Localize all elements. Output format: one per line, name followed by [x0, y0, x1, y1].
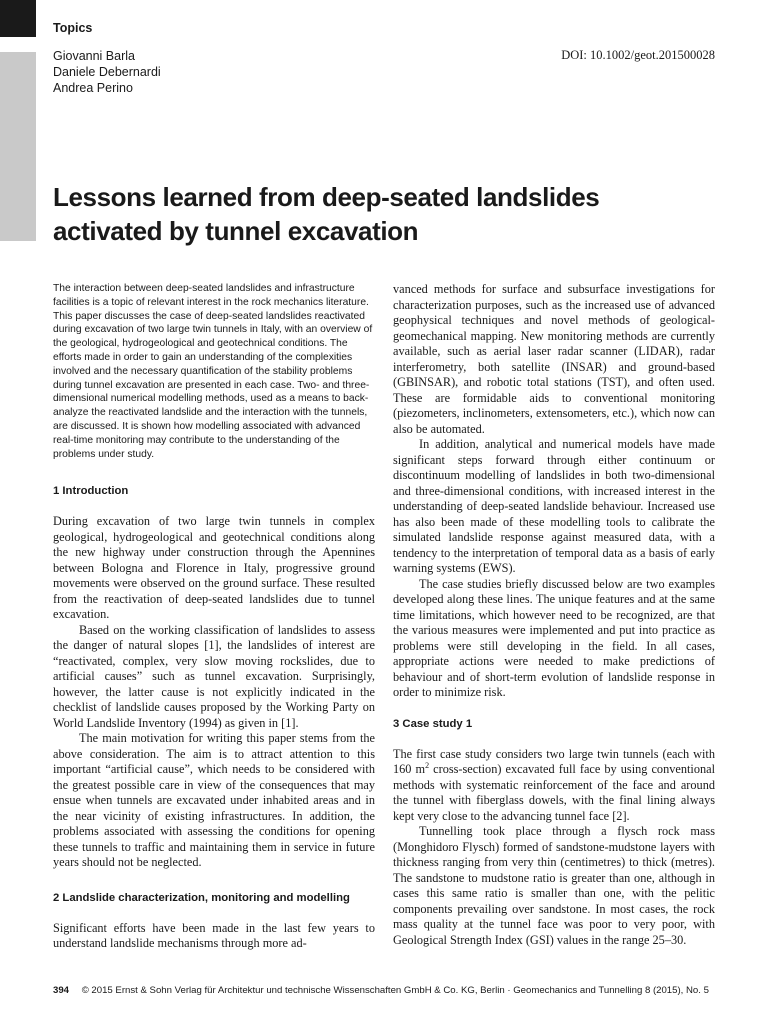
- article-title: Lessons learned from deep-seated landslides activated by tunnel excavation: [53, 182, 600, 246]
- copyright-text: © 2015 Ernst & Sohn Verlag für Architektur und technische Wissenschaften GmbH & Co. KG, Berlin · Geomechanics and Tunnelling 8 (2015), No. 5: [81, 985, 709, 996]
- paragraph: Based on the working classification of landslides to assess the danger of natural slopes [1], the landslides of interest are “reactivated, complex, very slow moving rockslides, due to artificial causes” such as tunnel excavation. Surprisingly, however, the latter cause is not explicitly indicated in the checklist of landslide causes proposed by the Working Party on World Landslide Inventory (1994) as given in [1].: [53, 622, 375, 730]
- section-heading-case-study-1: 3 Case study 1: [393, 717, 473, 730]
- page-footer: [53, 985, 733, 996]
- paragraph: The main motivation for writing this paper stems from the above consideration. The aim is to attract attention to this important “artificial cause”, which needs to be considered with the greatest possible care in view of the consequences that may ensue when tunnels are excavated under inhabited areas and in the near vicinity of existing infrastructures. In addition, the problems associated with assessing the conditions for opening these tunnels to traffic and maintaining them in service in future years should not be neglected.: [53, 731, 375, 870]
- page-number: 394: [53, 985, 70, 996]
- paragraph: [393, 747, 715, 825]
- paragraph: In addition, analytical and numerical models have made significant steps forward through either continuum or discontinuum modelling of landslides in both two-dimensional and three-dimensional conditions, with increased interest in the understanding of deep-seated landslide behaviour. Increased use has also been made of these modelling tools to calibrate the simulated landslide response against measured data, with a tendency to the interpretation of temporal data as a basis of early warning systems (EWS).: [393, 437, 715, 575]
- text-span: cross-section) excavated full face by using conventional methods with systematic reinforcement of the face and around the tunnel with fiberglass dowels, with the final lining always kept very close to the advancing tunnel face [2].: [393, 762, 715, 823]
- paragraph: Tunnelling took place through a flysch rock mass (Monghidoro Flysch) formed of sandstone-mudstone layers with thickness ranging from very thin (centimetres) to thick (metres). The sandstone to mudstone ratio is greater than one, although in cases this same ratio is smaller than one, with the pelitic components prevailing over sandstone. In most cases, the rock mass quality at the tunnel face was poor to very poor, with Geological Strength Index (GSI) values in the range 25–30.: [393, 824, 715, 947]
- corner-marker: [0, 0, 36, 37]
- author-name: Daniele Debernardi: [53, 65, 161, 79]
- paragraph: Significant efforts have been made in the last few years to understand landslide mechanisms through more ad-: [53, 920, 375, 951]
- paragraph: During excavation of two large twin tunnels in complex geological, hydrogeological and geotechnical conditions along the new highway under construction through the Apennines between Bologna and Florence in Italy, progressive ground movements were observed on the ground surface. These resulted from the reactivation of deep-seated landslides due to tunnel excavation.: [53, 514, 375, 622]
- section-heading-landslide-characterization: 2 Landslide characterization, monitoring and modelling: [53, 891, 350, 904]
- section-tag: Topics: [53, 21, 93, 35]
- author-name: Giovanni Barla: [53, 49, 135, 63]
- section-heading-introduction: 1 Introduction: [53, 485, 129, 498]
- paragraph: The case studies briefly discussed below are two examples developed along these lines. The unique features and at the same time limitations, which however need to be recognized, are that the various measures were implemented and put into practice as problems were still developing in the field. In all cases, appropriate actions were needed to make predictions of behaviour and of short-term evolution of landslide response in order to minimize risk.: [393, 576, 715, 699]
- author-list: [53, 48, 161, 96]
- side-accent-bar: [0, 52, 36, 241]
- right-column: [393, 282, 715, 948]
- abstract: The interaction between deep-seated landslides and infrastructure facilities is a topic of relevant interest in the rock mechanics literature. This paper discusses the case of deep-seated landslides reactivated during excavation of two large twin tunnels in Italy, with an overview of the geological, hydrogeological and geotechnical conditions. The efforts made in order to gain an understanding of the complexities involved and the necessary quantification of the stability problems during tunnel excavation are presented in each case. Two- and three-dimensional numerical modelling methods, used as a means to back-analyze the reactivated landslide and the interaction with the tunnels, are discussed. It is shown how modelling associated with advanced real-time monitoring may contribute to the understanding of the problems under study.: [53, 283, 373, 460]
- doi-link[interactable]: DOI: 10.1002/geot.201500028: [561, 48, 715, 62]
- paragraph: vanced methods for surface and subsurface investigations for characterization purposes, such as the increased use of advanced geophysical techniques and novel methods of geological-geomechanical mapping. New monitoring methods are currently available, such as aerial laser radar scanner (LIDAR), radar interferometry, both satellite (INSAR) and ground-based (GBINSAR), and robotic total stations (TST), and often used. These are formidable aids to conventional monitoring (piezometers, inclinometers, extensometers, etc.), which now can also be automated.: [393, 282, 715, 436]
- superscript: 2: [425, 760, 430, 770]
- author-name: Andrea Perino: [53, 81, 133, 95]
- text-span: The first case study considers two large twin tunnels (each with 160 m: [393, 746, 715, 776]
- left-column: [53, 282, 375, 952]
